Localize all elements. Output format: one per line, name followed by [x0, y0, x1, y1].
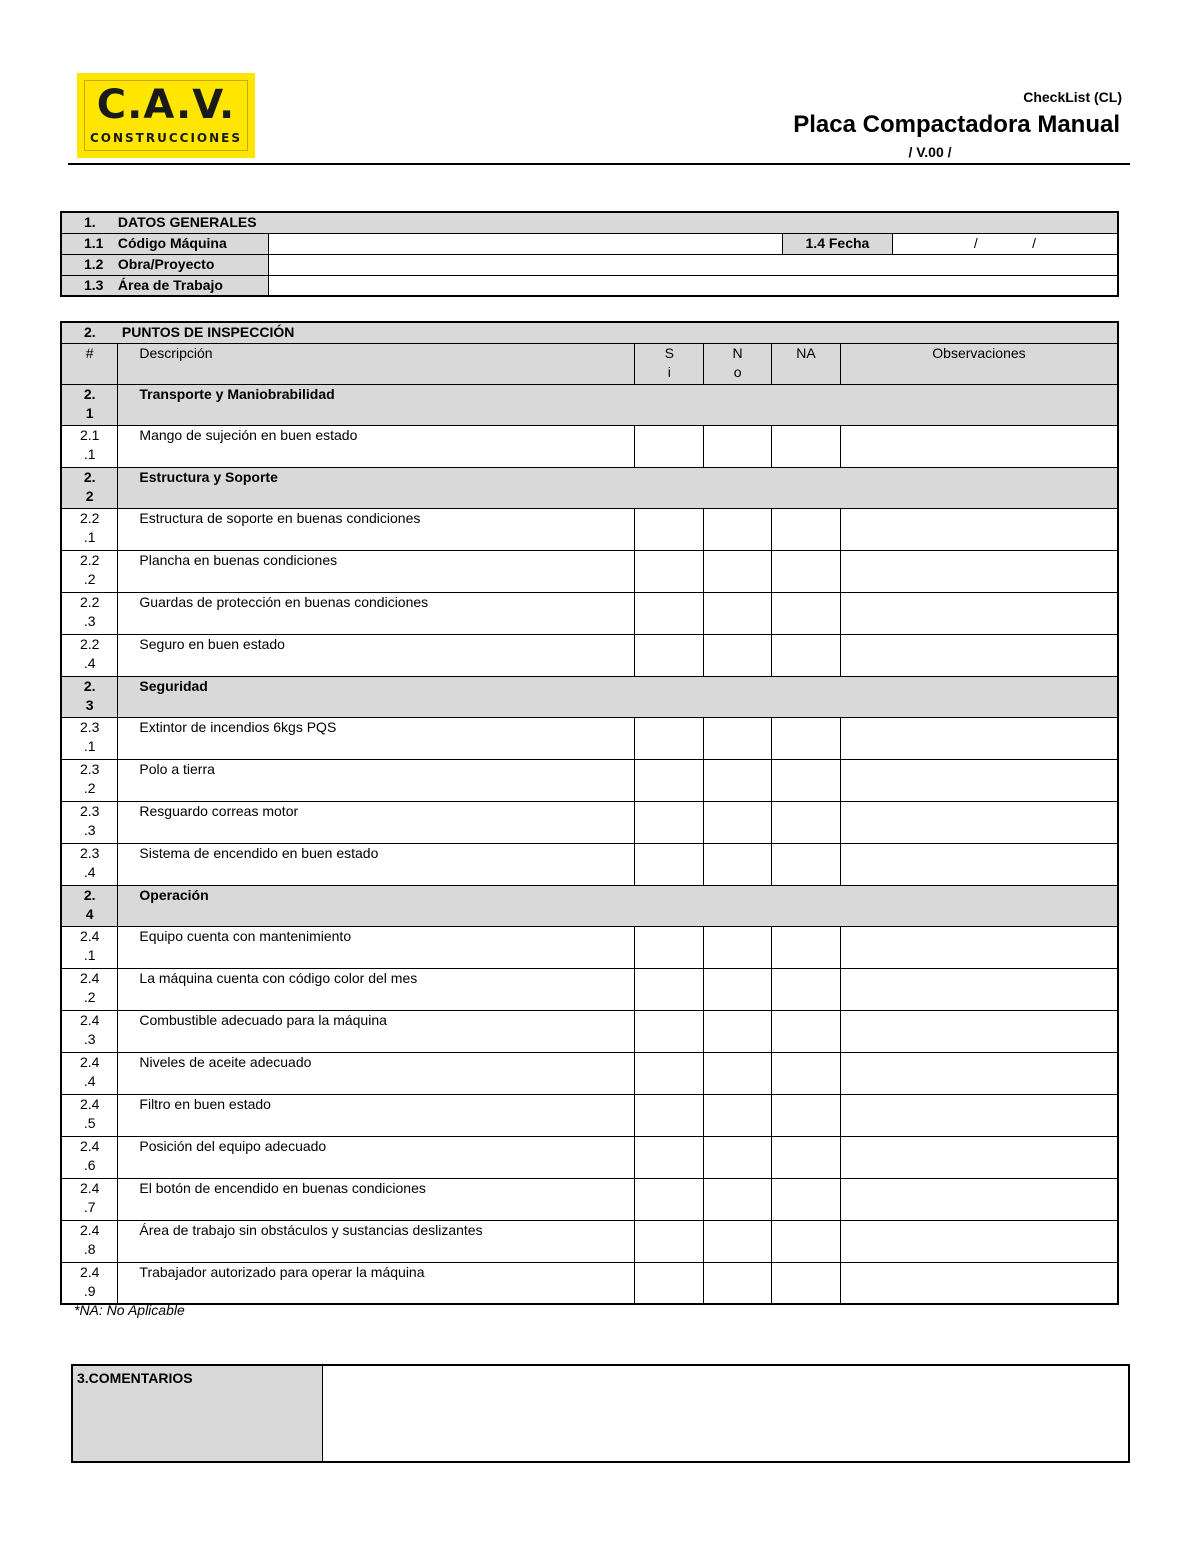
si-checkbox-cell[interactable] [635, 425, 704, 467]
item-number-a: 2.4 [79, 1179, 100, 1196]
document-type: CheckList (CL) [1023, 89, 1122, 105]
item-number [61, 1010, 118, 1052]
si-checkbox-cell[interactable] [635, 1178, 704, 1220]
observaciones-cell[interactable] [840, 508, 1118, 550]
inspection-item-row [61, 1094, 1118, 1136]
item-number-a: 2.4 [79, 1053, 100, 1070]
si-checkbox-cell[interactable] [635, 634, 704, 676]
inspection-item-row [61, 717, 1118, 759]
no-checkbox-cell[interactable] [704, 508, 772, 550]
group-number [61, 676, 118, 717]
col-na: NA [772, 343, 841, 384]
si-checkbox-cell[interactable] [635, 968, 704, 1010]
group-number [61, 384, 118, 425]
observaciones-cell[interactable] [840, 801, 1118, 843]
group-number-b: 1 [85, 404, 94, 421]
group-number-b: 3 [85, 696, 94, 713]
na-checkbox-cell[interactable] [772, 801, 841, 843]
si-checkbox-cell[interactable] [635, 717, 704, 759]
inspection-item-row [61, 508, 1118, 550]
inspection-item-row [61, 634, 1118, 676]
item-number-b: .1 [83, 946, 96, 963]
si-checkbox-cell[interactable] [635, 1052, 704, 1094]
item-description: Filtro en buen estado [118, 1094, 635, 1136]
inspection-item-row [61, 1136, 1118, 1178]
item-description: Equipo cuenta con mantenimiento [118, 926, 635, 968]
item-number-a: 2.4 [79, 927, 100, 944]
item-number-a: 2.4 [79, 1263, 100, 1280]
item-number-b: .2 [83, 570, 96, 587]
item-description: Sistema de encendido en buen estado [118, 843, 635, 885]
group-row [61, 384, 1118, 425]
comentarios-table [71, 1364, 1130, 1463]
obra-proyecto-field[interactable] [269, 254, 1118, 275]
na-checkbox-cell[interactable] [772, 508, 841, 550]
item-number [61, 1094, 118, 1136]
logo-frame [84, 80, 248, 151]
item-number [61, 592, 118, 634]
group-number-b: 4 [85, 905, 94, 922]
item-number-b: .9 [83, 1282, 96, 1299]
na-checkbox-cell[interactable] [772, 1136, 841, 1178]
field-label: Código Máquina [117, 234, 227, 251]
group-title: Transporte y Maniobrabilidad [118, 384, 1118, 425]
puntos-inspeccion-table [60, 321, 1119, 1305]
item-description: Resguardo correas motor [118, 801, 635, 843]
field-number: 1.1 [84, 234, 104, 251]
section-title: DATOS GENERALES [117, 214, 257, 230]
logo-sub-text: CONSTRUCCIONES [89, 131, 243, 145]
observaciones-cell[interactable] [840, 1094, 1118, 1136]
observaciones-cell[interactable] [840, 1010, 1118, 1052]
item-number-b: .2 [83, 779, 96, 796]
col-description: Descripción [118, 343, 635, 384]
no-checkbox-cell[interactable] [704, 968, 772, 1010]
observaciones-cell[interactable] [840, 717, 1118, 759]
item-number-a: 2.2 [79, 551, 100, 568]
na-checkbox-cell[interactable] [772, 926, 841, 968]
field-number: 1.2 [84, 255, 104, 272]
section-number: 1. [84, 214, 96, 230]
item-description: Guardas de protección en buenas condiciones [118, 592, 635, 634]
page-title: Placa Compactadora Manual [793, 111, 1120, 138]
col-si [635, 343, 704, 384]
na-checkbox-cell[interactable] [772, 634, 841, 676]
observaciones-cell[interactable] [840, 425, 1118, 467]
item-number-b: .4 [83, 863, 96, 880]
inspection-item-row [61, 1262, 1118, 1304]
group-row [61, 676, 1118, 717]
item-number-b: .5 [83, 1114, 96, 1131]
header-divider [68, 163, 1130, 165]
no-checkbox-cell[interactable] [704, 1178, 772, 1220]
observaciones-cell[interactable] [840, 968, 1118, 1010]
item-number-a: 2.4 [79, 1221, 100, 1238]
item-description: Seguro en buen estado [118, 634, 635, 676]
col-observaciones: Observaciones [840, 343, 1118, 384]
item-number-b: .3 [83, 821, 96, 838]
item-number [61, 1220, 118, 1262]
document-version: / V.00 / [908, 144, 952, 160]
na-checkbox-cell[interactable] [772, 759, 841, 801]
area-trabajo-field[interactable] [269, 275, 1118, 296]
si-checkbox-cell[interactable] [635, 550, 704, 592]
observaciones-cell[interactable] [840, 759, 1118, 801]
col-number: # [61, 343, 118, 384]
item-number-b: .3 [83, 612, 96, 629]
na-checkbox-cell[interactable] [772, 717, 841, 759]
group-title: Operación [118, 885, 1118, 926]
comentarios-label: 3.COMENTARIOS [72, 1365, 322, 1462]
item-number-a: 2.1 [79, 426, 100, 443]
item-number [61, 926, 118, 968]
item-number-b: .3 [83, 1030, 96, 1047]
si-checkbox-cell[interactable] [635, 592, 704, 634]
na-footnote: *NA: No Aplicable [74, 1302, 185, 1318]
item-description: Polo a tierra [118, 759, 635, 801]
item-description: Extintor de incendios 6kgs PQS [118, 717, 635, 759]
inspection-item-row [61, 801, 1118, 843]
logo-main-text: C.A.V. [96, 82, 236, 128]
item-description: Trabajador autorizado para operar la máquina [118, 1262, 635, 1304]
item-number-a: 2.2 [79, 509, 100, 526]
no-checkbox-cell[interactable] [704, 717, 772, 759]
item-number [61, 968, 118, 1010]
inspection-item-row [61, 759, 1118, 801]
item-number-b: .4 [83, 654, 96, 671]
si-checkbox-cell[interactable] [635, 1136, 704, 1178]
col-no-b: o [733, 363, 742, 380]
item-number [61, 1136, 118, 1178]
si-checkbox-cell[interactable] [635, 1094, 704, 1136]
item-number-b: .6 [83, 1156, 96, 1173]
no-checkbox-cell[interactable] [704, 1094, 772, 1136]
item-number-b: .1 [83, 445, 96, 462]
field-number: 1.4 [805, 234, 825, 251]
item-description: Mango de sujeción en buen estado [118, 425, 635, 467]
field-label: Área de Trabajo [117, 276, 223, 293]
item-number-a: 2.2 [79, 593, 100, 610]
si-checkbox-cell[interactable] [635, 1220, 704, 1262]
comentarios-field[interactable] [322, 1365, 1129, 1462]
na-checkbox-cell[interactable] [772, 843, 841, 885]
item-number-b: .4 [83, 1072, 96, 1089]
na-checkbox-cell[interactable] [772, 1094, 841, 1136]
observaciones-cell[interactable] [840, 1136, 1118, 1178]
group-number-a: 2. [83, 385, 96, 402]
item-description: El botón de encendido en buenas condiciones [118, 1178, 635, 1220]
inspection-item-row [61, 1178, 1118, 1220]
item-number [61, 1178, 118, 1220]
col-si-a: S [664, 344, 674, 361]
item-number-a: 2.3 [79, 844, 100, 861]
group-title: Seguridad [118, 676, 1118, 717]
section-title: PUNTOS DE INSPECCIÓN [121, 324, 295, 340]
column-headers [61, 343, 1118, 384]
puntos-inspeccion-header [61, 322, 1118, 343]
no-checkbox-cell[interactable] [704, 926, 772, 968]
inspection-rows [61, 384, 1118, 1304]
item-number-a: 2.3 [79, 718, 100, 735]
observaciones-cell[interactable] [840, 592, 1118, 634]
inspection-item-row [61, 1220, 1118, 1262]
observaciones-cell[interactable] [840, 926, 1118, 968]
group-number [61, 885, 118, 926]
item-number-a: 2.3 [79, 802, 100, 819]
na-checkbox-cell[interactable] [772, 1220, 841, 1262]
item-description: La máquina cuenta con código color del mes [118, 968, 635, 1010]
no-checkbox-cell[interactable] [704, 1220, 772, 1262]
item-description: Área de trabajo sin obstáculos y sustancias deslizantes [118, 1220, 635, 1262]
col-no-a: N [732, 344, 743, 361]
inspection-item-row [61, 425, 1118, 467]
na-checkbox-cell[interactable] [772, 550, 841, 592]
inspection-item-row [61, 1010, 1118, 1052]
field-label: Fecha [828, 234, 870, 251]
no-checkbox-cell[interactable] [704, 1136, 772, 1178]
item-number-b: .1 [83, 528, 96, 545]
observaciones-cell[interactable] [840, 843, 1118, 885]
inspection-item-row [61, 968, 1118, 1010]
item-number-b: .1 [83, 737, 96, 754]
section-number: 2. [84, 324, 96, 340]
item-description: Posición del equipo adecuado [118, 1136, 635, 1178]
item-number-a: 2.4 [79, 1011, 100, 1028]
fecha-field[interactable] [892, 233, 1118, 254]
item-number [61, 717, 118, 759]
si-checkbox-cell[interactable] [635, 508, 704, 550]
inspection-item-row [61, 843, 1118, 885]
inspection-item-row [61, 550, 1118, 592]
item-number-a: 2.4 [79, 1095, 100, 1112]
na-checkbox-cell[interactable] [772, 1262, 841, 1304]
si-checkbox-cell[interactable] [635, 843, 704, 885]
item-number-b: .8 [83, 1240, 96, 1257]
item-description: Niveles de aceite adecuado [118, 1052, 635, 1094]
no-checkbox-cell[interactable] [704, 550, 772, 592]
col-si-b: i [667, 363, 671, 380]
comentarios-row [72, 1365, 1129, 1462]
company-logo [77, 73, 255, 158]
si-checkbox-cell[interactable] [635, 1262, 704, 1304]
si-checkbox-cell[interactable] [635, 926, 704, 968]
group-title: Estructura y Soporte [118, 467, 1118, 508]
inspection-item-row [61, 1052, 1118, 1094]
item-number [61, 1262, 118, 1304]
col-no [704, 343, 772, 384]
field-label: Obra/Proyecto [117, 255, 215, 272]
na-checkbox-cell[interactable] [772, 1052, 841, 1094]
item-number [61, 425, 118, 467]
item-description: Estructura de soporte en buenas condiciones [118, 508, 635, 550]
observaciones-cell[interactable] [840, 1178, 1118, 1220]
item-description: Plancha en buenas condiciones [118, 550, 635, 592]
na-checkbox-cell[interactable] [772, 425, 841, 467]
na-checkbox-cell[interactable] [772, 1178, 841, 1220]
group-row [61, 467, 1118, 508]
na-checkbox-cell[interactable] [772, 592, 841, 634]
no-checkbox-cell[interactable] [704, 1052, 772, 1094]
group-row [61, 885, 1118, 926]
na-checkbox-cell[interactable] [772, 1010, 841, 1052]
observaciones-cell[interactable] [840, 634, 1118, 676]
inspection-item-row [61, 926, 1118, 968]
item-description: Combustible adecuado para la máquina [118, 1010, 635, 1052]
si-checkbox-cell[interactable] [635, 801, 704, 843]
field-number: 1.3 [84, 276, 104, 293]
item-number-a: 2.3 [79, 760, 100, 777]
item-number [61, 759, 118, 801]
no-checkbox-cell[interactable] [704, 801, 772, 843]
observaciones-cell[interactable] [840, 1220, 1118, 1262]
obra-proyecto-row [61, 254, 1118, 275]
observaciones-cell[interactable] [840, 1262, 1118, 1304]
no-checkbox-cell[interactable] [704, 634, 772, 676]
si-checkbox-cell[interactable] [635, 759, 704, 801]
no-checkbox-cell[interactable] [704, 843, 772, 885]
si-checkbox-cell[interactable] [635, 1010, 704, 1052]
datos-generales-header [61, 212, 1118, 233]
group-number-a: 2. [83, 886, 96, 903]
item-number-b: .7 [83, 1198, 96, 1215]
item-number [61, 801, 118, 843]
no-checkbox-cell[interactable] [704, 1262, 772, 1304]
fecha-separators: / / [973, 234, 1037, 251]
no-checkbox-cell[interactable] [704, 1010, 772, 1052]
item-number [61, 1052, 118, 1094]
item-number [61, 843, 118, 885]
observaciones-cell[interactable] [840, 550, 1118, 592]
no-checkbox-cell[interactable] [704, 425, 772, 467]
group-number-b: 2 [85, 487, 94, 504]
item-number-a: 2.4 [79, 1137, 100, 1154]
item-number [61, 508, 118, 550]
datos-generales-table [60, 211, 1119, 297]
group-number [61, 467, 118, 508]
inspection-item-row [61, 592, 1118, 634]
no-checkbox-cell[interactable] [704, 592, 772, 634]
group-number-a: 2. [83, 677, 96, 694]
observaciones-cell[interactable] [840, 1052, 1118, 1094]
group-number-a: 2. [83, 468, 96, 485]
no-checkbox-cell[interactable] [704, 759, 772, 801]
item-number [61, 634, 118, 676]
item-number-a: 2.4 [79, 969, 100, 986]
item-number-a: 2.2 [79, 635, 100, 652]
item-number-b: .2 [83, 988, 96, 1005]
item-number [61, 550, 118, 592]
codigo-maquina-row [61, 233, 1118, 254]
area-trabajo-row [61, 275, 1118, 296]
na-checkbox-cell[interactable] [772, 968, 841, 1010]
codigo-maquina-field[interactable] [269, 233, 783, 254]
